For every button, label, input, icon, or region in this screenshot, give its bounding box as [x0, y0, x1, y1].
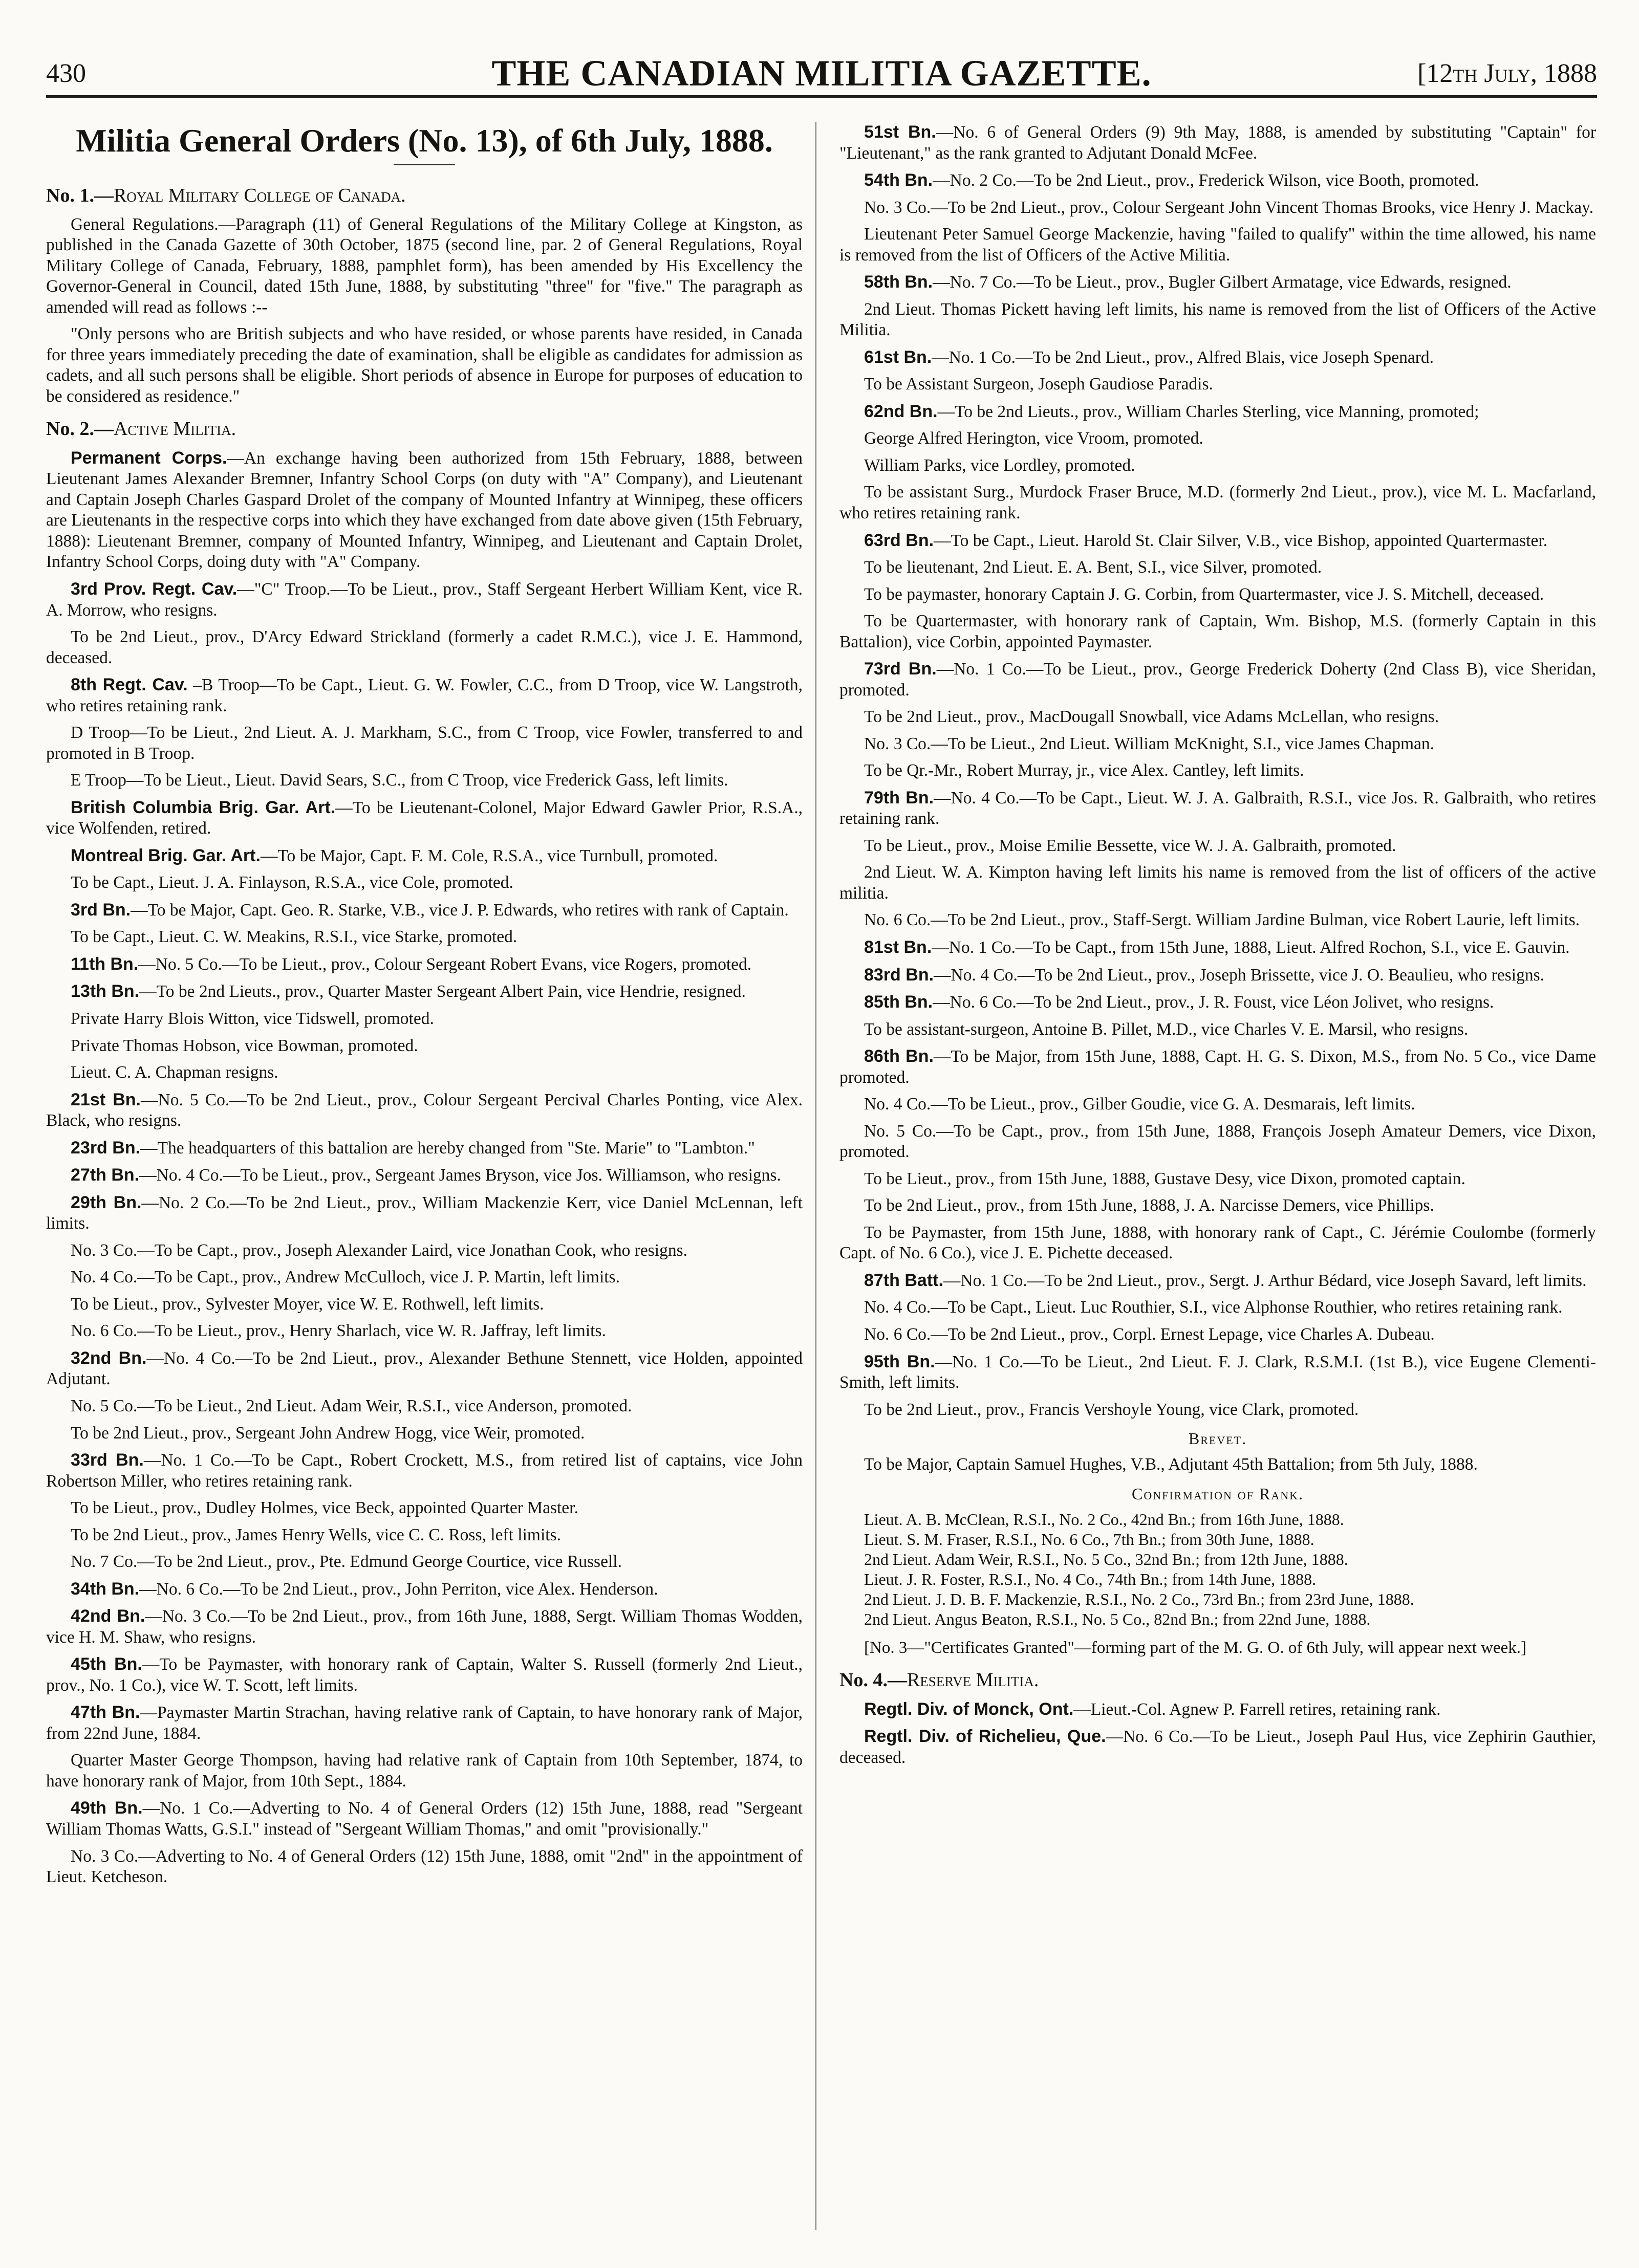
order-paragraph	[839, 122, 1596, 164]
order-text: To be Lieut., prov., Moise Emilie Bessette, vice W. J. A. Galbraith, promoted.	[864, 836, 1396, 855]
order-paragraph	[839, 1454, 1596, 1475]
order-text: Lieut. C. A. Chapman resigns.	[71, 1063, 278, 1082]
order-text: To be Capt., Lieut. C. W. Meakins, R.S.I., vice Starke, promoted.	[71, 927, 517, 947]
list-item: Lieut. J. R. Foster, R.S.I., No. 4 Co., 74th Bn.; from 14th June, 1888.	[864, 1569, 1317, 1588]
order-paragraph	[46, 770, 803, 791]
order-text: —No. 4 Co.—To be 2nd Lieut., prov., Alexander Bethune Stennett, vice Holden, appointed Adjutant.	[46, 1348, 803, 1389]
order-paragraph	[46, 1552, 803, 1573]
order-text: —No. 1 Co.—To be Capt., Robert Crockett, M.S., from retired list of captains, vice John Robertson Miller, who retires retaining rank.	[46, 1451, 803, 1491]
section-number: No. 4.—	[839, 1669, 907, 1691]
unit-heading: Regtl. Div. of Richelieu, Que.	[864, 1727, 1106, 1747]
order-text: To be Major, Captain Samuel Hughes, V.B., Adjutant 45th Battalion; from 5th July, 1888.	[864, 1455, 1478, 1474]
order-paragraph	[46, 1165, 803, 1186]
unit-heading: 3rd Prov. Regt. Cav.	[71, 579, 238, 599]
order-text: —No. 3 Co.—To be 2nd Lieut., prov., from 16th June, 1888, Sergt. William Thomas Wodden, vice H. M. Shaw, who resigns.	[46, 1607, 803, 1647]
order-paragraph	[46, 723, 803, 764]
order-text: —The headquarters of this battalion are hereby changed from "Ste. Marie" to "Lambton."	[140, 1138, 755, 1158]
order-text: Private Thomas Hobson, vice Bowman, promoted.	[71, 1036, 418, 1055]
order-text: —No. 2 Co.—To be 2nd Lieut., prov., William Mackenzie Kerr, vice Daniel McLennan, left limits.	[46, 1193, 803, 1233]
section-number: No. 2.—	[46, 418, 114, 440]
order-paragraph	[46, 981, 803, 1002]
order-paragraph	[839, 1223, 1596, 1264]
order-text: —No. 6 Co.—To be Lieut., Joseph Paul Hus, vice Zephirin Gauthier, deceased.	[839, 1727, 1597, 1767]
order-paragraph	[46, 1396, 803, 1417]
order-paragraph	[839, 224, 1596, 266]
order-paragraph	[839, 1121, 1596, 1163]
unit-heading: 58th Bn.	[864, 272, 933, 292]
order-paragraph	[839, 1351, 1596, 1393]
order-text: No. 7 Co.—To be 2nd Lieut., prov., Pte. Edmund George Courtice, vice Russell.	[71, 1552, 622, 1572]
section-heading	[46, 184, 803, 208]
order-paragraph	[839, 910, 1596, 931]
order-paragraph	[839, 1046, 1596, 1088]
order-paragraph	[839, 1169, 1596, 1190]
order-paragraph	[46, 1750, 803, 1792]
unit-heading: Permanent Corps.	[71, 448, 227, 468]
article-title: Militia General Orders (No. 13), of 6th July, 1888.	[76, 122, 773, 159]
order-text: 2nd Lieut. Thomas Pickett having left limits, his name is removed from the list of Officers of the Active Militia.	[839, 299, 1596, 340]
order-text: —No. 1 Co.—To be Lieut., prov., George Frederick Doherty (2nd Class B), vice Sheridan, promoted.	[839, 660, 1596, 700]
unit-heading: 34th Bn.	[71, 1579, 140, 1599]
order-paragraph	[839, 1726, 1596, 1768]
order-text: —To be Major, from 15th June, 1888, Capt. H. G. S. Dixon, M.S., from No. 5 Co., vice Dame promoted.	[839, 1047, 1596, 1087]
order-text: Quarter Master George Thompson, having had relative rank of Captain from 10th September, 1874, to have honorary rank of Major, from 10th Sept., 1884.	[46, 1751, 803, 1791]
unit-heading: 29th Bn.	[71, 1192, 142, 1212]
order-paragraph	[46, 627, 803, 668]
editorial-note: [No. 3—"Certificates Granted"—forming part of the M. G. O. of 6th July, will appear next week.]	[864, 1638, 1527, 1657]
order-text: —No. 4 Co.—To be Capt., Lieut. W. J. A. Galbraith, R.S.I., vice Jos. R. Galbraith, who retires retaining rank.	[839, 788, 1597, 828]
left-column-body	[46, 184, 803, 1888]
order-text: D Troop—To be Lieut., 2nd Lieut. A. J. Markham, S.C., from C Troop, vice Fowler, transferred to and promoted in B Troop.	[46, 723, 803, 763]
order-paragraph	[839, 1400, 1596, 1421]
unit-heading: 11th Bn.	[71, 954, 139, 974]
section-heading	[46, 417, 803, 442]
order-paragraph	[839, 1270, 1596, 1292]
sub-heading: Confirmation of Rank.	[1131, 1484, 1304, 1503]
unit-heading: 8th Regt. Cav.	[71, 675, 188, 695]
order-paragraph	[46, 674, 803, 716]
unit-heading: 23rd Bn.	[71, 1138, 141, 1158]
order-text: No. 4 Co.—To be Lieut., prov., Gilber Goudie, vice G. A. Desmarais, left limits.	[864, 1095, 1415, 1114]
order-text: E Troop—To be Lieut., Lieut. David Sears, S.C., from C Troop, vice Frederick Gass, left limits.	[71, 771, 728, 790]
order-paragraph	[46, 1606, 803, 1648]
order-paragraph	[46, 1450, 803, 1492]
order-paragraph	[839, 374, 1596, 395]
order-paragraph	[839, 482, 1596, 524]
order-text: —To be 2nd Lieuts., prov., Quarter Master Sergeant Albert Pain, vice Hendrie, resigned.	[139, 982, 746, 1001]
order-text: —No. 5 Co.—To be 2nd Lieut., prov., Colour Sergeant Percival Charles Ponting, vice Alex. Black, who resigns.	[46, 1090, 803, 1130]
order-text: To be Lieut., prov., Sylvester Moyer, vice W. E. Rothwell, left limits.	[71, 1294, 544, 1314]
order-text: —No. 1 Co.—To be Capt., from 15th June, 1888, Lieut. Alfred Rochon, S.I., vice E. Gauvin.	[932, 938, 1570, 957]
order-paragraph	[46, 1423, 803, 1444]
unit-heading: 45th Bn.	[71, 1654, 142, 1674]
order-paragraph	[46, 954, 803, 975]
left-column	[46, 122, 803, 1894]
order-paragraph	[46, 1036, 803, 1057]
list-item: 2nd Lieut. Angus Beaton, R.S.I., No. 5 Co., 82nd Bn.; from 22nd June, 1888.	[864, 1609, 1371, 1628]
list-item: Lieut. A. B. McClean, R.S.I., No. 2 Co., 42nd Bn.; from 16th June, 1888.	[864, 1510, 1344, 1529]
masthead-title: THE CANADIAN MILITIA GAZETTE.	[491, 53, 1152, 94]
unit-heading: 47th Bn.	[71, 1703, 140, 1722]
order-text: To be 2nd Lieut., prov., Sergeant John Andrew Hogg, vice Weir, promoted.	[71, 1423, 585, 1443]
order-paragraph	[839, 734, 1596, 755]
order-paragraph	[46, 1267, 803, 1288]
order-paragraph	[839, 272, 1596, 293]
order-text: To be Assistant Surgeon, Joseph Gaudiose Paradis.	[864, 375, 1213, 394]
unit-heading: Montreal Brig. Gar. Art.	[71, 845, 261, 865]
unit-heading: 61st Bn.	[864, 347, 932, 367]
order-paragraph	[839, 659, 1596, 701]
order-paragraph	[46, 1654, 803, 1696]
order-paragraph	[839, 1019, 1596, 1040]
order-text: To be Qr.-Mr., Robert Murray, jr., vice Alex. Cantley, left limits.	[864, 761, 1304, 780]
order-text: —Paymaster Martin Strachan, having relative rank of Captain, to have honorary rank of Major, from 22nd June, 1884.	[46, 1703, 803, 1743]
order-text: –B Troop—To be Capt., Lieut. G. W. Fowler, C.C., from D Troop, vice W. Langstroth, who retires retaining rank.	[46, 675, 803, 715]
order-text: "Only persons who are British subjects and who have resided, or whose parents have resided, in Canada for three years immediately preceding the date of examination, shall be eligible as candidates for admission as cadets, and all such persons shall be eligible. Short periods of absence in Europe for purposes of education to be considered as residence."	[46, 324, 803, 406]
unit-heading: 79th Bn.	[864, 788, 934, 808]
order-paragraph	[46, 1498, 803, 1519]
order-text: To be assistant Surg., Murdock Fraser Bruce, M.D. (formerly 2nd Lieut., prov.), vice M. L. Macfarland, who retires retaining rank.	[839, 483, 1596, 522]
order-paragraph	[46, 1138, 803, 1159]
unit-heading: 32nd Bn.	[71, 1348, 147, 1368]
order-paragraph	[839, 1195, 1596, 1216]
unit-heading: 27th Bn.	[71, 1165, 140, 1185]
order-paragraph	[839, 992, 1596, 1013]
unit-heading: 21st Bn.	[71, 1089, 141, 1109]
unit-heading: British Columbia Brig. Gar. Art.	[71, 797, 336, 817]
order-text: To be 2nd Lieut., prov., Francis Vershoyle Young, vice Clark, promoted.	[864, 1400, 1359, 1419]
order-text: —No. 1 Co.—Adverting to No. 4 of General Orders (12) 15th June, 1888, read "Sergeant William Thomas Watts, G.S.I." instead of "Sergeant William Thomas," and omit "provisionally."	[46, 1799, 803, 1839]
order-paragraph	[46, 1798, 803, 1840]
order-paragraph	[839, 530, 1596, 552]
order-text: George Alfred Herington, vice Vroom, promoted.	[864, 429, 1203, 448]
order-text: No. 5 Co.—To be Capt., prov., from 15th June, 1888, François Joseph Amateur Demers, vice Dixon, promoted.	[839, 1121, 1596, 1162]
page-header	[46, 49, 1597, 98]
order-paragraph	[46, 900, 803, 921]
order-paragraph	[46, 1525, 803, 1546]
section-number: No. 1.—	[46, 185, 114, 206]
title-rule	[394, 164, 455, 165]
order-text: —No. 6 Co.—To be 2nd Lieut., prov., John Perriton, vice Alex. Henderson.	[139, 1579, 658, 1599]
order-text: —No. 7 Co.—To be Lieut., prov., Bugler Gilbert Armatage, vice Edwards, resigned.	[933, 273, 1512, 292]
order-text: —No. 2 Co.—To be 2nd Lieut., prov., Frederick Wilson, vice Booth, promoted.	[933, 171, 1479, 190]
order-paragraph	[46, 214, 803, 318]
order-text: —No. 1 Co.—To be 2nd Lieut., prov., Sergt. J. Arthur Bédard, vice Joseph Savard, left limits.	[943, 1271, 1587, 1290]
order-paragraph	[46, 1294, 803, 1315]
order-paragraph	[839, 1699, 1596, 1720]
order-paragraph	[46, 1846, 803, 1888]
order-text: Private Harry Blois Witton, vice Tidswell, promoted.	[71, 1009, 434, 1028]
order-paragraph	[839, 299, 1596, 341]
order-paragraph	[839, 455, 1596, 476]
order-paragraph	[839, 611, 1596, 652]
order-text: No. 6 Co.—To be 2nd Lieut., prov., Staff-Sergt. William Jardine Bulman, vice Robert Laurie, left limits.	[864, 910, 1580, 930]
order-paragraph	[46, 1579, 803, 1600]
order-text: General Regulations.—Paragraph (11) of General Regulations of the Military College at Kingston, as published in the Canada Gazette of 30th October, 1875 (second line, par. 2 of General Regulations, Royal Military College of Canada, February, 1888, pamphlet form), has been amended by His Excellency the Governor-General in Council, dated 15th June, 1888, by substituting "three" for "five." The paragraph as amended will read as follows :--	[46, 214, 803, 317]
order-paragraph	[46, 1089, 803, 1131]
order-paragraph	[839, 937, 1596, 958]
order-text: No. 4 Co.—To be Capt., prov., Andrew McCulloch, vice J. P. Martin, left limits.	[71, 1268, 620, 1287]
order-text: No. 3 Co.—Adverting to No. 4 of General Orders (12) 15th June, 1888, omit "2nd" in the appointment of Lieut. Ketcheson.	[46, 1846, 803, 1887]
order-paragraph	[46, 1702, 803, 1744]
order-paragraph	[839, 557, 1596, 578]
order-text: No. 3 Co.—To be 2nd Lieut., prov., Colour Sergeant John Vincent Thomas Brooks, vice Henry J. Mackay.	[864, 198, 1594, 217]
list-item: Lieut. S. M. Fraser, R.S.I., No. 6 Co., 7th Bn.; from 30th June, 1888.	[864, 1530, 1314, 1549]
order-text: —To be Major, Capt. Geo. R. Starke, V.B., vice J. P. Edwards, who retires with rank of Captain.	[131, 900, 789, 920]
unit-heading: 83rd Bn.	[864, 965, 934, 985]
section-label: Reserve Militia.	[907, 1669, 1039, 1691]
order-text: —No. 1 Co.—To be Lieut., 2nd Lieut. F. J. Clark, R.S.M.I. (1st B.), vice Eugene Clementi-Smith, left limits.	[839, 1352, 1597, 1392]
unit-heading: Regtl. Div. of Monck, Ont.	[864, 1699, 1074, 1719]
order-text: No. 6 Co.—To be Lieut., prov., Henry Sharlach, vice W. R. Jaffray, left limits.	[71, 1321, 606, 1341]
order-text: To be Quartermaster, with honorary rank of Captain, Wm. Bishop, M.S. (formerly Captain in this Battalion), vice Corbin, appointed Paymaster.	[839, 612, 1596, 651]
unit-heading: 49th Bn.	[71, 1798, 143, 1818]
order-text: —To be Paymaster, with honorary rank of Captain, Walter S. Russell (formerly 2nd Lieut., prov., No. 1 Co.), vice W. T. Scott, left limits.	[46, 1655, 803, 1695]
unit-heading: 86th Bn.	[864, 1046, 934, 1066]
order-text: —"C" Troop.—To be Lieut., prov., Staff Sergeant Herbert William Kent, vice R. A. Morrow, who resigns.	[46, 579, 803, 620]
right-column-body	[839, 122, 1596, 1768]
unit-heading: 13th Bn.	[71, 982, 140, 1001]
order-text: —To be Capt., Lieut. Harold St. Clair Silver, V.B., vice Bishop, appointed Quartermaster.	[934, 531, 1548, 550]
section-heading	[839, 1668, 1596, 1693]
sub-heading: Brevet.	[1188, 1429, 1247, 1448]
order-paragraph	[839, 760, 1596, 781]
order-text: —To be Lieutenant-Colonel, Major Edward Gawler Prior, R.S.A., vice Wolfenden, retired.	[46, 798, 803, 838]
order-paragraph	[46, 873, 803, 893]
order-text: No. 3 Co.—To be Capt., prov., Joseph Alexander Laird, vice Jonathan Cook, who resigns.	[71, 1240, 688, 1260]
list-item: 2nd Lieut. Adam Weir, R.S.I., No. 5 Co., 32nd Bn.; from 12th June, 1888.	[864, 1550, 1348, 1568]
order-paragraph	[839, 862, 1596, 904]
unit-heading: 95th Bn.	[864, 1351, 935, 1371]
order-paragraph	[46, 927, 803, 948]
unit-heading: 33rd Bn.	[71, 1450, 144, 1470]
order-text: 2nd Lieut. W. A. Kimpton having left limits his name is removed from the list of officers of the active militia.	[839, 863, 1596, 903]
order-text: To be 2nd Lieut., prov., D'Arcy Edward Strickland (formerly a cadet R.M.C.), vice J. E. Hammond, deceased.	[46, 627, 803, 667]
order-text: No. 4 Co.—To be Capt., Lieut. Luc Routhier, S.I., vice Alphonse Routhier, who retires retaining rank.	[864, 1298, 1563, 1317]
order-paragraph	[839, 428, 1596, 449]
unit-heading: 51st Bn.	[864, 122, 936, 142]
order-text: No. 6 Co.—To be 2nd Lieut., prov., Corpl. Ernest Lepage, vice Charles A. Dubeau.	[864, 1324, 1435, 1344]
order-text: No. 3 Co.—To be Lieut., 2nd Lieut. William McKnight, S.I., vice James Chapman.	[864, 734, 1435, 753]
order-paragraph	[839, 788, 1596, 830]
unit-heading: 63rd Bn.	[864, 530, 934, 550]
order-text: Lieutenant Peter Samuel George Mackenzie, having "failed to qualify" within the time allowed, his name is removed from the list of Officers of the Active Militia.	[839, 225, 1596, 265]
order-text: —No. 4 Co.—To be Lieut., prov., Sergeant James Bryson, vice Jos. Williamson, who resigns.	[139, 1166, 781, 1185]
order-paragraph	[839, 1094, 1596, 1115]
order-text: To be 2nd Lieut., prov., MacDougall Snowball, vice Adams McLellan, who resigns.	[864, 707, 1439, 727]
unit-heading: 87th Batt.	[864, 1270, 943, 1290]
order-text: To be Paymaster, from 15th June, 1888, with honorary rank of Capt., C. Jérémie Coulombe (formerly Capt. of No. 6 Co.), vice J. E. Pichette deceased.	[839, 1223, 1596, 1263]
order-text: To be 2nd Lieut., prov., James Henry Wells, vice C. C. Ross, left limits.	[71, 1525, 561, 1544]
order-text: To be Lieut., prov., Dudley Holmes, vice Beck, appointed Quarter Master.	[71, 1498, 578, 1518]
order-text: To be lieutenant, 2nd Lieut. E. A. Bent, S.I., vice Silver, promoted.	[864, 558, 1322, 577]
section-label: Active Militia.	[113, 418, 236, 440]
order-text: —To be 2nd Lieuts., prov., William Charles Sterling, vice Manning, promoted;	[937, 402, 1479, 421]
order-text: —No. 6 of General Orders (9) 9th May, 1888, is amended by substituting "Captain" for "Lieutenant," as the rank granted to Adjutant Donald McFee.	[839, 123, 1596, 163]
order-text: —Lieut.-Col. Agnew P. Farrell retires, retaining rank.	[1073, 1699, 1441, 1719]
order-paragraph	[46, 1348, 803, 1390]
section-label: Royal Military College of Canada.	[113, 185, 406, 206]
order-paragraph	[839, 170, 1596, 191]
order-paragraph	[839, 965, 1596, 986]
order-paragraph	[46, 1240, 803, 1261]
order-paragraph	[839, 401, 1596, 423]
order-paragraph	[46, 448, 803, 573]
order-paragraph	[46, 1321, 803, 1342]
order-text: To be paymaster, honorary Captain J. G. Corbin, from Quartermaster, vice J. S. Mitchell, deceased.	[864, 584, 1544, 604]
order-text: —No. 4 Co.—To be 2nd Lieut., prov., Joseph Brissette, vice J. O. Beaulieu, who resigns.	[934, 965, 1544, 985]
order-text: To be assistant-surgeon, Antoine B. Pillet, M.D., vice Charles V. E. Marsil, who resigns.	[864, 1019, 1469, 1039]
order-paragraph	[839, 347, 1596, 368]
order-paragraph	[46, 797, 803, 839]
order-text: To be 2nd Lieut., prov., from 15th June, 1888, J. A. Narcisse Demers, vice Phillips.	[864, 1196, 1434, 1215]
order-text: —An exchange having been authorized from 15th February, 1888, between Lieutenant James Alexander Bremner, Infantry School Corps (on duty with "A" Company), and Lieutenant and Captain Joseph Charles Gaspard Drolet of the company of Mounted Infantry at Winnipeg, these officers are Lieutenants in the respective corps into which they have exchanged from date above given (15th February, 1888): Lieutenant Bremner, company of Mounted Infantry, Winnipeg, and Lieutenant and Captain Drolet, Infantry School Corps, doing duty with "A" Company.	[46, 448, 803, 572]
order-paragraph	[46, 1062, 803, 1083]
order-paragraph	[839, 1297, 1596, 1318]
order-text: —To be Major, Capt. F. M. Cole, R.S.A., vice Turnbull, promoted.	[260, 846, 718, 865]
order-paragraph	[46, 324, 803, 407]
unit-heading: 3rd Bn.	[71, 900, 131, 920]
order-paragraph	[46, 1009, 803, 1030]
order-paragraph	[839, 584, 1596, 605]
order-paragraph	[839, 707, 1596, 728]
issue-date: [12th July, 1888	[1417, 59, 1597, 88]
unit-heading: 62nd Bn.	[864, 401, 938, 421]
order-paragraph	[839, 1324, 1596, 1345]
order-text: To be Lieut., prov., from 15th June, 1888, Gustave Desy, vice Dixon, promoted captain.	[864, 1169, 1465, 1188]
order-text: No. 5 Co.—To be Lieut., 2nd Lieut. Adam Weir, R.S.I., vice Anderson, promoted.	[71, 1396, 632, 1415]
page-number: 430	[46, 59, 86, 88]
unit-heading: 85th Bn.	[864, 992, 933, 1012]
order-text: —No. 5 Co.—To be Lieut., prov., Colour Sergeant Robert Evans, vice Rogers, promoted.	[138, 954, 752, 974]
order-text: —No. 1 Co.—To be 2nd Lieut., prov., Alfred Blais, vice Joseph Spenard.	[932, 347, 1434, 367]
order-text: To be Capt., Lieut. J. A. Finlayson, R.S.A., vice Cole, promoted.	[71, 873, 513, 892]
order-paragraph	[839, 198, 1596, 219]
order-paragraph	[46, 845, 803, 867]
unit-heading: 81st Bn.	[864, 937, 932, 957]
order-paragraph	[46, 1192, 803, 1234]
order-paragraph	[839, 836, 1596, 857]
order-text: —No. 6 Co.—To be 2nd Lieut., prov., J. R. Foust, vice Léon Jolivet, who resigns.	[933, 993, 1494, 1012]
unit-heading: 42nd Bn.	[71, 1606, 145, 1626]
list-item: 2nd Lieut. J. D. B. F. Mackenzie, R.S.I., No. 2 Co., 73rd Bn.; from 23rd June, 1888.	[864, 1589, 1414, 1608]
right-column	[839, 122, 1596, 1774]
unit-heading: 54th Bn.	[864, 170, 933, 190]
unit-heading: 73rd Bn.	[864, 659, 937, 679]
order-text: William Parks, vice Lordley, promoted.	[864, 455, 1135, 475]
column-divider	[815, 122, 816, 2230]
order-paragraph	[46, 579, 803, 621]
